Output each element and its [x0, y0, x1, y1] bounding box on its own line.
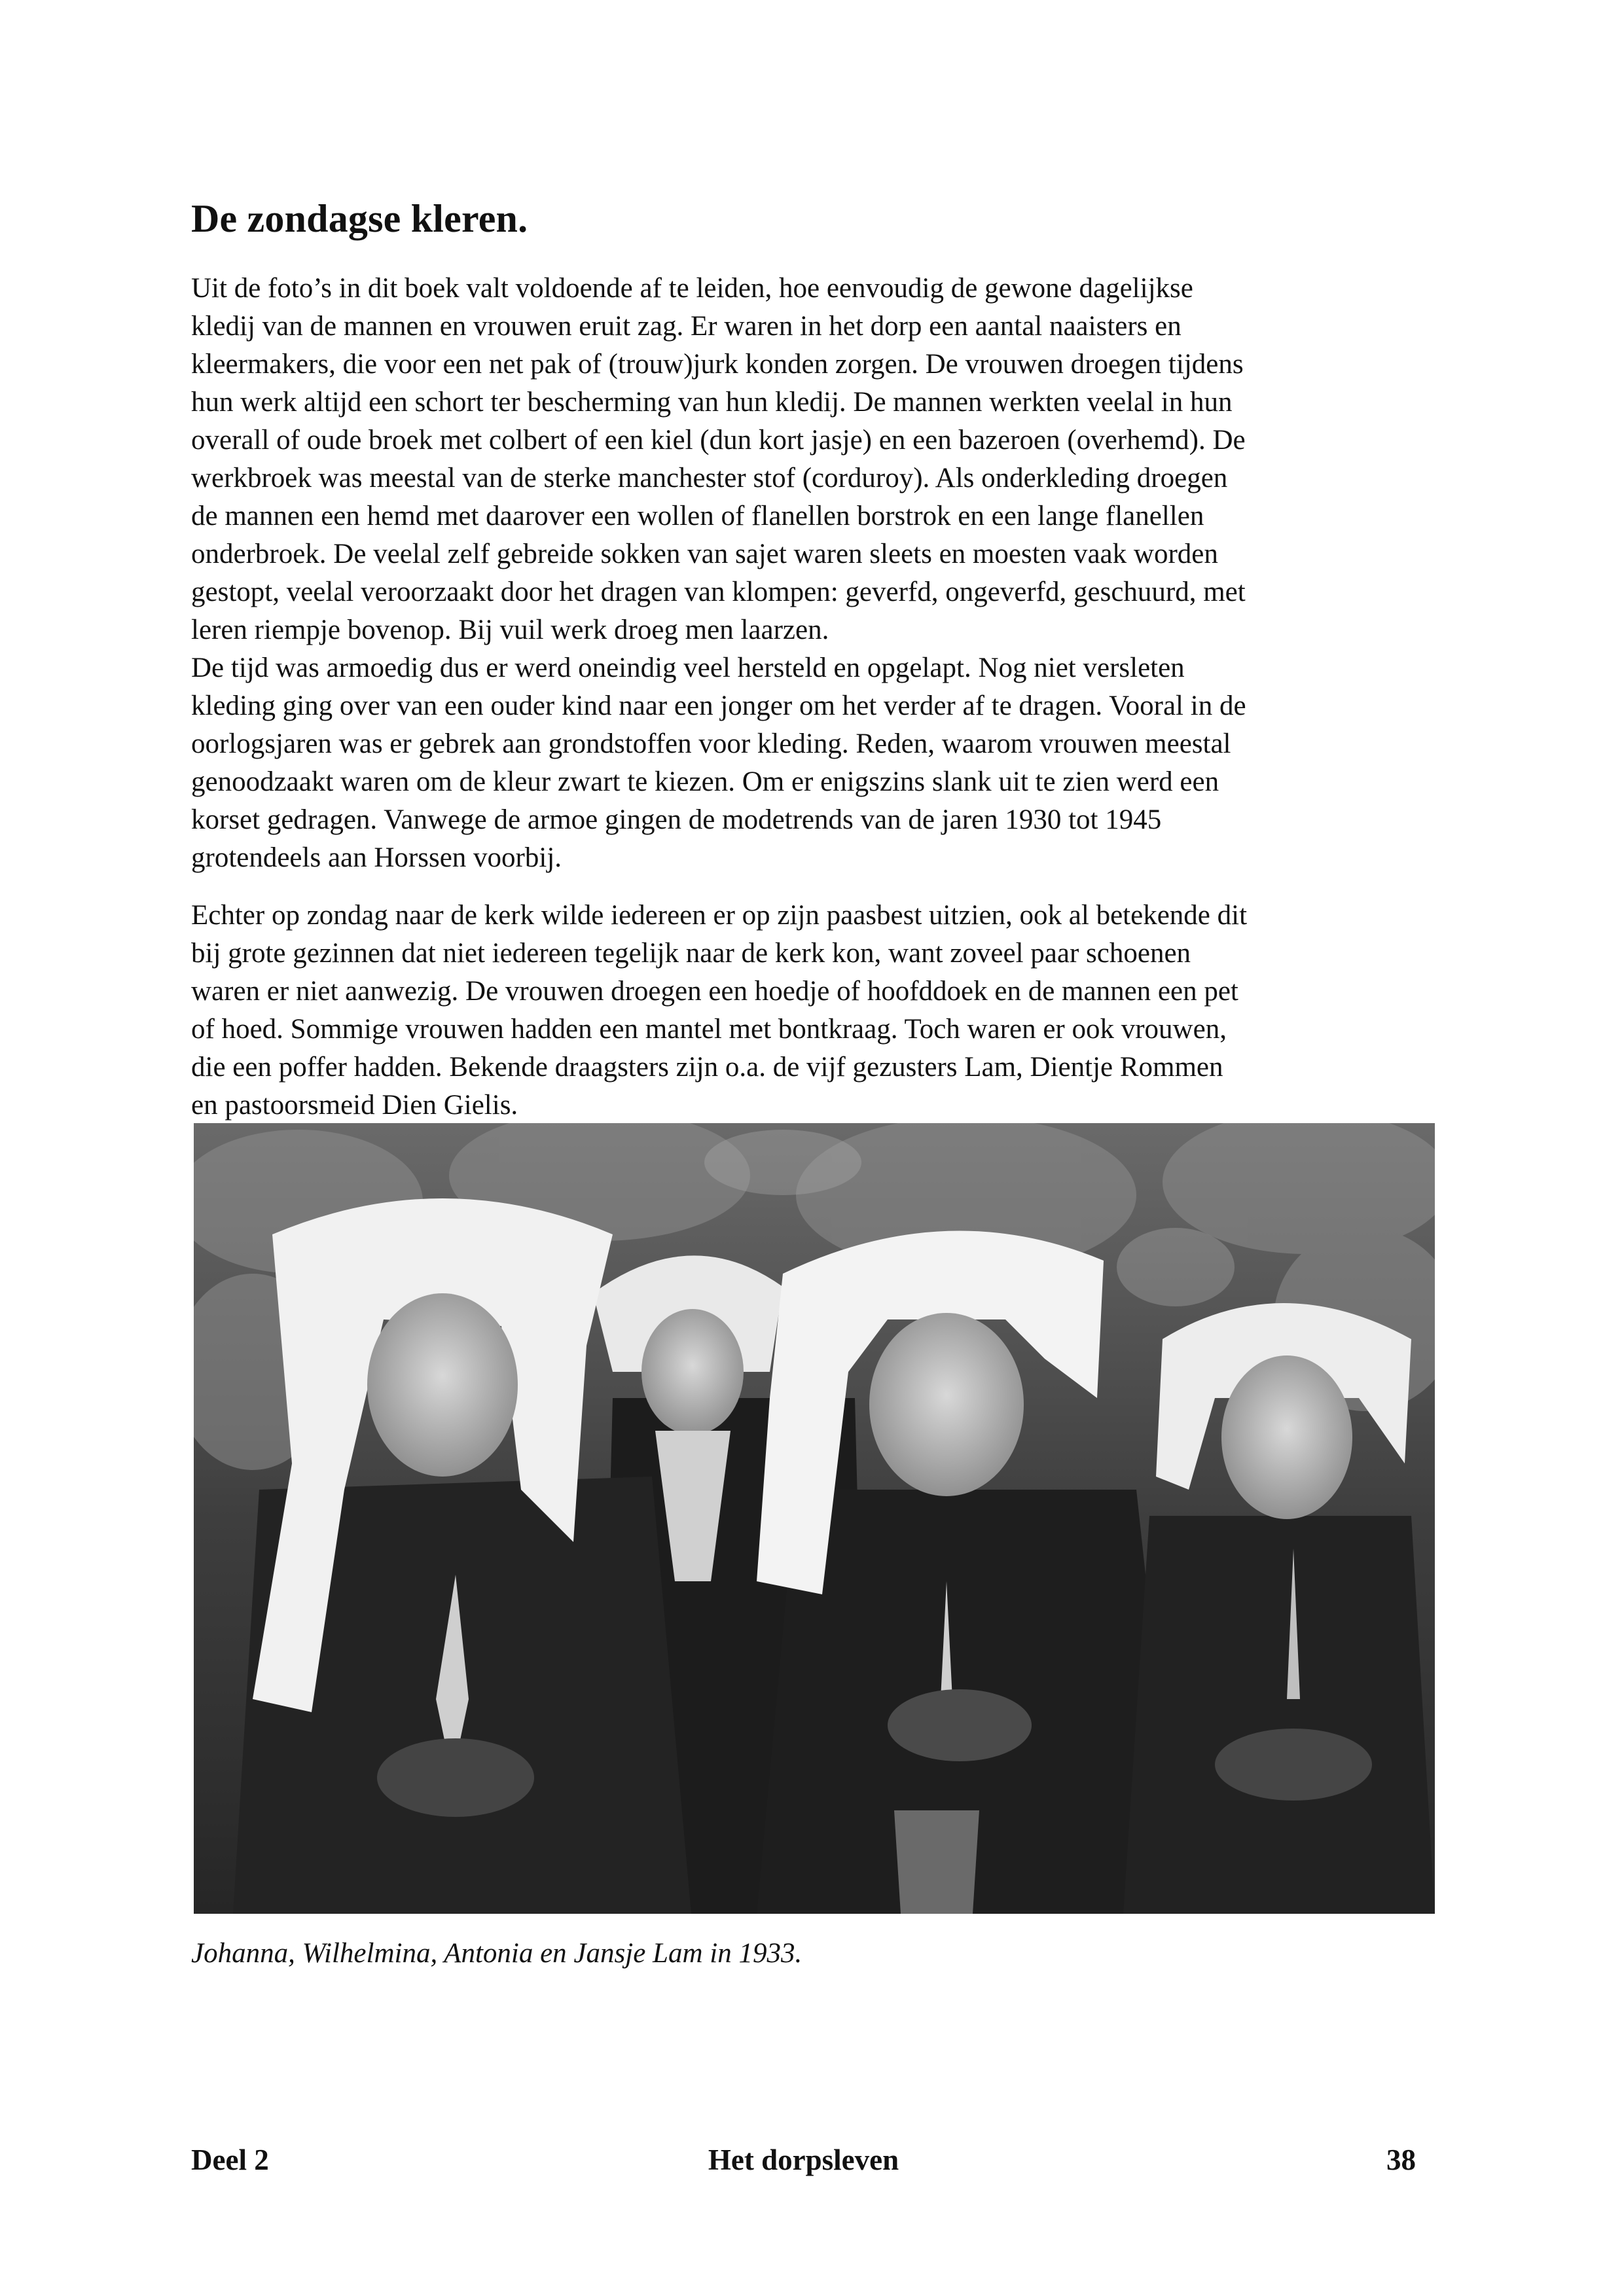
- photo-caption: Johanna, Wilhelmina, Antonia en Jansje Lam in 1933.: [191, 1938, 803, 1969]
- footer-part-label: Deel 2: [191, 2144, 269, 2176]
- photo-four-women-in-traditional-caps: [194, 1123, 1435, 1914]
- page-number: 38: [1386, 2144, 1416, 2176]
- page-title: De zondagse kleren.: [191, 197, 528, 240]
- woman-right: [1123, 1303, 1435, 1914]
- photo-illustration: [194, 1123, 1435, 1914]
- footer-section-title: Het dorpsleven: [708, 2144, 899, 2176]
- body-paragraph-1: Uit de foto’s in dit boek valt voldoende af te leiden, hoe eenvoudig de gewone dagelijkse kledij van de mannen en vrouwen eruit zag. Er waren in het dorp een aantal naaisters en kleermakers, die voor een net pak of (trouw)jurk konden zorgen. De vrouwen droegen tijdens hun werk altijd een schort ter bescherming van hun kledij. De mannen werkten veelal in hun overall of oude broek met colbert of een kiel (dun kort jasje) en een bazeroen (overhemd). De werkbroek was meestal van de sterke manchester stof (corduroy). Als onderkleding droegen de mannen een hemd met daarover een wollen of flanellen borstrok en een lange flanellen onderbroek. De veelal zelf gebreide sokken van sajet waren sleets en moesten vaak worden gestopt, veelal veroorzaakt door het dragen van klompen: geverfd, ongeverfd, geschuurd, met leren riempje bovenop. Bij vuil werk droeg men laarzen. De tijd was armoedig dus er werd oneindig veel hersteld en opgelapt. Nog niet versleten kleding ging over van een ouder kind naar een jonger om het verder af te dragen. Vooral in de oorlogsjaren was er gebrek aan grondstoffen voor kleding. Reden, waarom vrouwen meestal genoodzaakt waren om de kleur zwart te kiezen. Om er enigszins slank uit te zien werd een korset gedragen. Vanwege de armoe gingen de modetrends van de jaren 1930 tot 1945 grotendeels aan Horssen voorbij.: [191, 273, 1246, 873]
- body-paragraph-2: Echter op zondag naar de kerk wilde iedereen er op zijn paasbest uitzien, ook al betekende dit bij grote gezinnen dat niet iedereen tegelijk naar de kerk kon, want zoveel paar schoenen waren er niet aanwezig. De vrouwen droegen een hoedje of hoofddoek en de mannen een pet of hoed. Sommige vrouwen hadden een mantel met bontkraag. Toch waren er ook vrouwen, die een poffer hadden. Bekende draagsters zijn o.a. de vijf gezusters Lam, Dientje Rommen en pastoorsmeid Dien Gielis.: [191, 900, 1248, 1121]
